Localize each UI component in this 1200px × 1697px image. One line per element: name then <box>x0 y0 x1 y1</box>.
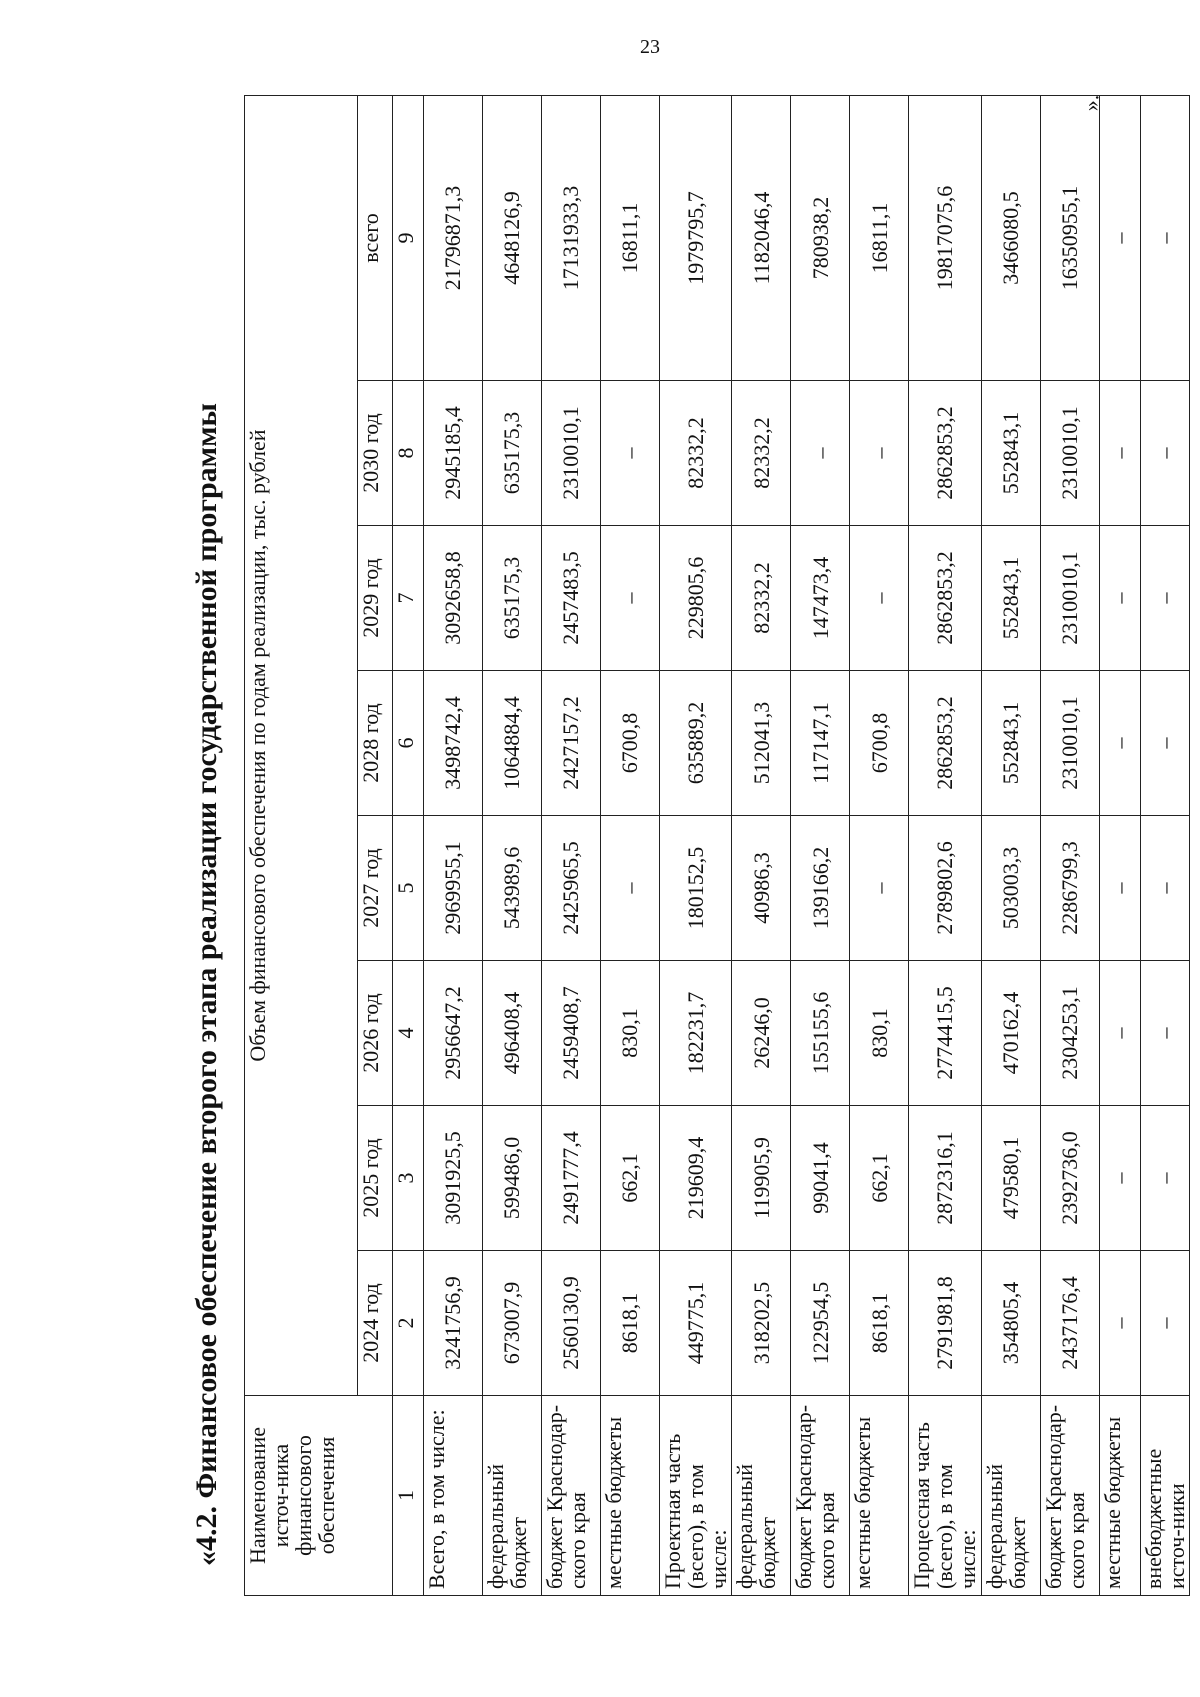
column-number: 2 <box>393 1251 424 1396</box>
year-value-cell: – <box>1140 816 1189 961</box>
year-value-cell: 6700,8 <box>850 671 909 816</box>
year-header: 2024 год <box>358 1251 393 1396</box>
year-value-cell: 449775,1 <box>660 1251 732 1396</box>
year-value-cell: 155155,6 <box>791 961 850 1106</box>
table-row <box>909 95 981 1595</box>
year-value-cell: 673007,9 <box>483 1251 542 1396</box>
year-value-cell: 552843,1 <box>981 381 1040 526</box>
year-value-cell: – <box>1140 961 1189 1106</box>
year-value-cell: 635175,3 <box>483 526 542 671</box>
year-value-cell: 662,1 <box>850 1106 909 1251</box>
table-row <box>732 95 791 1595</box>
year-value-cell: 2862853,2 <box>909 381 981 526</box>
year-value-cell: 2862853,2 <box>909 671 981 816</box>
year-value-cell: – <box>791 381 850 526</box>
source-name-header: Наименование источ-ника финансового обеспечения <box>245 1396 393 1596</box>
year-value-cell: – <box>1099 961 1140 1106</box>
year-value-cell: 40986,3 <box>732 816 791 961</box>
total-value-cell: 3466080,5 <box>981 95 1040 380</box>
year-value-cell: 2872316,1 <box>909 1106 981 1251</box>
source-name-cell: Всего, в том числе: <box>424 1396 483 1596</box>
source-name-cell: федеральный бюджет <box>981 1396 1040 1596</box>
financing-volume-header: Объем финансового обеспечения по годам реализации, тыс. рублей <box>245 95 358 1395</box>
table-row <box>981 95 1040 1595</box>
total-value-cell: – <box>1099 95 1140 380</box>
year-value-cell: 2945185,4 <box>424 381 483 526</box>
total-value-cell: 17131933,3 <box>542 95 601 380</box>
table-row <box>601 95 660 1595</box>
column-number: 1 <box>393 1396 424 1596</box>
year-value-cell: – <box>850 381 909 526</box>
year-value-cell: 543989,6 <box>483 816 542 961</box>
year-value-cell: – <box>1140 381 1189 526</box>
year-value-cell: 8618,1 <box>850 1251 909 1396</box>
year-value-cell: – <box>601 816 660 961</box>
year-value-cell: 122954,5 <box>791 1251 850 1396</box>
year-value-cell: 2304253,1 <box>1040 961 1099 1106</box>
column-number: 7 <box>393 526 424 671</box>
year-value-cell: 2459408,7 <box>542 961 601 1106</box>
year-value-cell: 139166,2 <box>791 816 850 961</box>
page-number: 23 <box>640 36 660 58</box>
year-value-cell: – <box>1140 526 1189 671</box>
source-name-cell: бюджет Краснодар-ского края <box>542 1396 601 1596</box>
year-value-cell: – <box>1140 1106 1189 1251</box>
section-heading: «4.2. Финансовое обеспечение второго этапа реализации государственной программы <box>190 403 223 1566</box>
total-value-cell: 16350955,1 <box>1040 95 1099 380</box>
year-value-cell: 2310010,1 <box>1040 526 1099 671</box>
year-value-cell: 117147,1 <box>791 671 850 816</box>
year-value-cell: 2286799,3 <box>1040 816 1099 961</box>
year-value-cell: 3091925,5 <box>424 1106 483 1251</box>
table-row <box>483 95 542 1595</box>
year-value-cell: – <box>1099 816 1140 961</box>
year-value-cell: 2310010,1 <box>1040 671 1099 816</box>
year-value-cell: 2425965,5 <box>542 816 601 961</box>
year-value-cell: 830,1 <box>850 961 909 1106</box>
year-value-cell: – <box>1099 526 1140 671</box>
closing-quote-mark: ». <box>1078 94 1104 112</box>
total-value-cell: 19817075,6 <box>909 95 981 380</box>
year-value-cell: 552843,1 <box>981 526 1040 671</box>
column-number: 6 <box>393 671 424 816</box>
year-value-cell: 82332,2 <box>732 381 791 526</box>
total-value-cell: 16811,1 <box>601 95 660 380</box>
year-value-cell: 3241756,9 <box>424 1251 483 1396</box>
table-row <box>1140 95 1189 1595</box>
year-value-cell: 99041,4 <box>791 1106 850 1251</box>
column-number: 9 <box>393 95 424 380</box>
source-name-cell: Проектная часть (всего), в том числе: <box>660 1396 732 1596</box>
year-value-cell: 2956647,2 <box>424 961 483 1106</box>
year-value-cell: – <box>1140 671 1189 816</box>
year-value-cell: – <box>1099 381 1140 526</box>
year-value-cell: 662,1 <box>601 1106 660 1251</box>
year-value-cell: 599486,0 <box>483 1106 542 1251</box>
year-value-cell: 3092658,8 <box>424 526 483 671</box>
year-value-cell: 2969955,1 <box>424 816 483 961</box>
year-value-cell: 470162,4 <box>981 961 1040 1106</box>
year-value-cell: 552843,1 <box>981 671 1040 816</box>
column-number: 5 <box>393 816 424 961</box>
year-value-cell: 229805,6 <box>660 526 732 671</box>
source-name-cell: местные бюджеты <box>850 1396 909 1596</box>
year-value-cell: 2310010,1 <box>1040 381 1099 526</box>
total-value-cell: 16811,1 <box>850 95 909 380</box>
column-number: 4 <box>393 961 424 1106</box>
year-value-cell: 2491777,4 <box>542 1106 601 1251</box>
year-value-cell: 2310010,1 <box>542 381 601 526</box>
year-value-cell: 830,1 <box>601 961 660 1106</box>
year-value-cell: – <box>601 381 660 526</box>
year-header: 2025 год <box>358 1106 393 1251</box>
year-value-cell: – <box>1099 671 1140 816</box>
year-value-cell: 6700,8 <box>601 671 660 816</box>
financing-table <box>244 95 1190 1596</box>
year-header: 2028 год <box>358 671 393 816</box>
year-value-cell: 2774415,5 <box>909 961 981 1106</box>
year-value-cell: – <box>850 526 909 671</box>
year-value-cell: – <box>850 816 909 961</box>
year-value-cell: 3498742,4 <box>424 671 483 816</box>
year-value-cell: 354805,4 <box>981 1251 1040 1396</box>
year-value-cell: – <box>1099 1251 1140 1396</box>
year-value-cell: 1064884,4 <box>483 671 542 816</box>
column-number: 8 <box>393 381 424 526</box>
source-name-cell: местные бюджеты <box>601 1396 660 1596</box>
year-value-cell: 2427157,2 <box>542 671 601 816</box>
rotated-document-content <box>182 96 1189 1596</box>
year-value-cell: 119905,9 <box>732 1106 791 1251</box>
source-name-cell: внебюджетные источ-ники <box>1140 1396 1189 1596</box>
table-row <box>791 95 850 1595</box>
total-value-cell: 1979795,7 <box>660 95 732 380</box>
year-value-cell: 82332,2 <box>660 381 732 526</box>
total-value-cell: 21796871,3 <box>424 95 483 380</box>
year-header: 2029 год <box>358 526 393 671</box>
column-number: 3 <box>393 1106 424 1251</box>
source-name-cell: федеральный бюджет <box>732 1396 791 1596</box>
year-header: 2027 год <box>358 816 393 961</box>
source-name-cell: Процессная часть (всего), в том числе: <box>909 1396 981 1596</box>
table-row <box>1040 95 1099 1595</box>
total-value-cell: 1182046,4 <box>732 95 791 380</box>
table-row <box>1099 95 1140 1595</box>
table-row <box>542 95 601 1595</box>
year-value-cell: 2560130,9 <box>542 1251 601 1396</box>
year-value-cell: – <box>601 526 660 671</box>
year-value-cell: 182231,7 <box>660 961 732 1106</box>
year-value-cell: 512041,3 <box>732 671 791 816</box>
year-value-cell: 2789802,6 <box>909 816 981 961</box>
year-value-cell: – <box>1099 1106 1140 1251</box>
year-value-cell: 503003,3 <box>981 816 1040 961</box>
year-value-cell: 147473,4 <box>791 526 850 671</box>
year-value-cell: 318202,5 <box>732 1251 791 1396</box>
year-value-cell: 635889,2 <box>660 671 732 816</box>
year-header: 2030 год <box>358 381 393 526</box>
year-value-cell: 219609,4 <box>660 1106 732 1251</box>
year-value-cell: 2437176,4 <box>1040 1251 1099 1396</box>
year-value-cell: 26246,0 <box>732 961 791 1106</box>
year-value-cell: – <box>1140 1251 1189 1396</box>
table-row <box>660 95 732 1595</box>
year-value-cell: 479580,1 <box>981 1106 1040 1251</box>
source-name-cell: бюджет Краснодар-ского края <box>1040 1396 1099 1596</box>
year-value-cell: 82332,2 <box>732 526 791 671</box>
total-value-cell: – <box>1140 95 1189 380</box>
source-name-cell: местные бюджеты <box>1099 1396 1140 1596</box>
year-value-cell: 2457483,5 <box>542 526 601 671</box>
year-value-cell: 2392736,0 <box>1040 1106 1099 1251</box>
year-value-cell: 635175,3 <box>483 381 542 526</box>
table-row <box>850 95 909 1595</box>
year-value-cell: 496408,4 <box>483 961 542 1106</box>
source-name-cell: бюджет Краснодар-ского края <box>791 1396 850 1596</box>
table-row <box>424 95 483 1595</box>
total-value-cell: 4648126,9 <box>483 95 542 380</box>
total-value-cell: 780938,2 <box>791 95 850 380</box>
year-value-cell: 8618,1 <box>601 1251 660 1396</box>
source-name-cell: федеральный бюджет <box>483 1396 542 1596</box>
total-header: всего <box>358 95 393 380</box>
year-value-cell: 180152,5 <box>660 816 732 961</box>
year-value-cell: 2791981,8 <box>909 1251 981 1396</box>
year-header: 2026 год <box>358 961 393 1106</box>
year-value-cell: 2862853,2 <box>909 526 981 671</box>
